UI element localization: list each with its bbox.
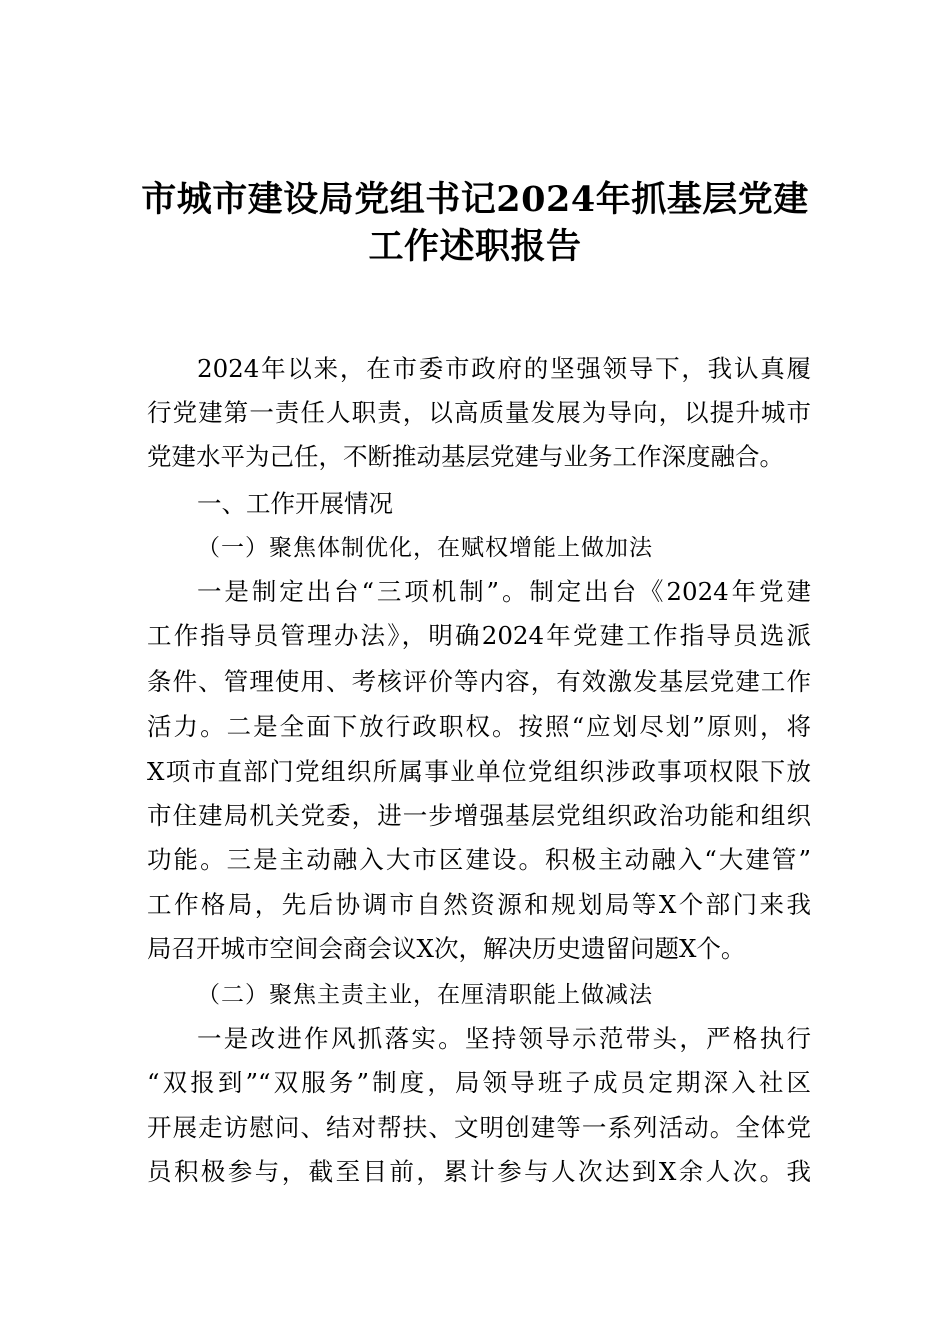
paragraph-line: 开展走访慰问、结对帮扶、文明创建等一系列活动。全体党 (147, 1113, 811, 1142)
paragraph-line: 行党建第一责任人职责，以高质量发展为导向，以提升城市 (147, 398, 811, 427)
paragraph-line: 条件、管理使用、考核评价等内容，有效激发基层党建工作 (147, 667, 811, 696)
paragraph-line: 功能。三是主动融入大市区建设。积极主动融入“大建管” (147, 845, 811, 874)
paragraph-line: 活力。二是全面下放行政职权。按照“应划尽划”原则，将 (147, 712, 811, 741)
paragraph-line: 2024年以来，在市委市政府的坚强领导下，我认真履 (197, 354, 811, 383)
paragraph-line: 局召开城市空间会商会议X次，解决历史遗留问题X个。 (147, 934, 746, 963)
paragraph-line: 一是制定出台“三项机制”。制定出台《2024年党建 (197, 577, 811, 606)
paragraph-line: 党建水平为己任，不断推动基层党建与业务工作深度融合。 (147, 442, 784, 471)
paragraph-line: 工作指导员管理办法》，明确2024年党建工作指导员选派 (147, 621, 811, 650)
paragraph-line: X项市直部门党组织所属事业单位党组织涉政事项权限下放 (147, 757, 811, 786)
paragraph-line: 一是改进作风抓落实。坚持领导示范带头，严格执行 (197, 1024, 811, 1053)
document-title-line-2: 工作述职报告 (368, 226, 582, 267)
document-title-line-1: 市城市建设局党组书记2024年抓基层党建 (141, 179, 809, 220)
paragraph-line: 市住建局机关党委，进一步增强基层党组织政治功能和组织 (147, 801, 811, 830)
paragraph-line: 工作格局，先后协调市自然资源和规划局等X个部门来我 (147, 890, 811, 919)
paragraph-line: “双报到”“双服务”制度，局领导班子成员定期深入社区 (147, 1068, 811, 1097)
subsection-heading: （一）聚焦体制优化，在赋权增能上做加法 (197, 535, 653, 561)
paragraph-line: 员积极参与，截至目前，累计参与人次达到X余人次。我 (147, 1157, 811, 1186)
section-heading: 一、工作开展情况 (197, 489, 393, 518)
subsection-heading: （二）聚焦主责主业，在厘清职能上做减法 (197, 982, 653, 1008)
